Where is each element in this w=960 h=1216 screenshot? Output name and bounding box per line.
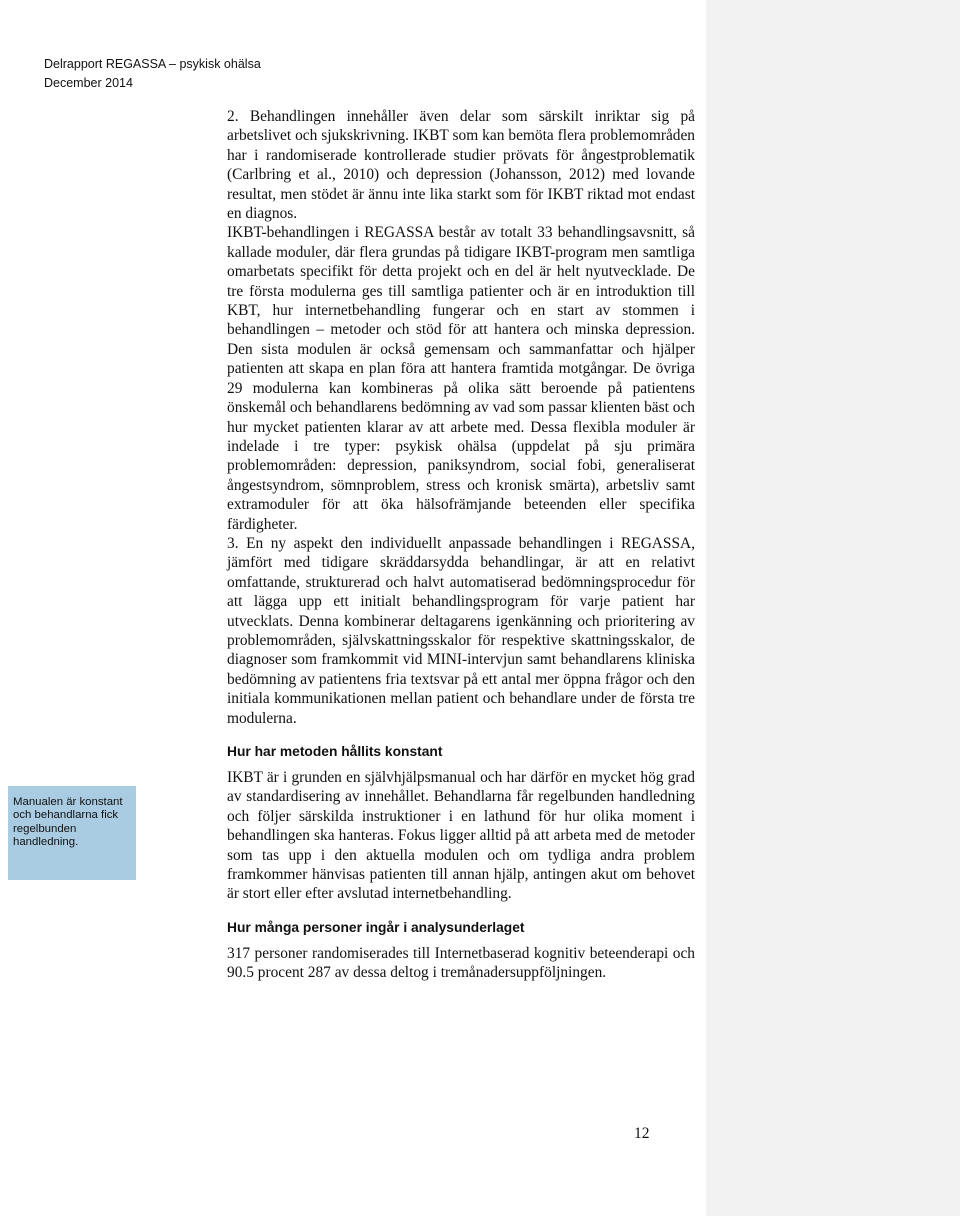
paragraph-konstant: IKBT är i grunden en självhjälpsmanual och har därför en mycket hög grad av standardisering av innehållet. Behandlarna får regelbunden handledning och följer särskilda instruktioner i en lathund för hur olika moment i behandlingen ska hanteras. Fokus ligger alltid på att arbeta med de metoder som tas upp i den aktuella modulen och om tydliga andra problem framkommer hänvisas patienten till annan hjälp, antingen akut om behovet är stort eller efter avslutad internetbehandling. bbox=[227, 769, 695, 903]
header-title: Delrapport REGASSA – psykisk ohälsa bbox=[44, 57, 261, 71]
page-number: 12 bbox=[634, 1125, 650, 1142]
header-date: December 2014 bbox=[44, 76, 133, 90]
right-margin-panel bbox=[706, 0, 960, 1216]
section-heading-konstant: Hur har metoden hållits konstant bbox=[227, 744, 443, 759]
section-heading-personer: Hur många personer ingår i analysunderlaget bbox=[227, 919, 525, 935]
body-text bbox=[227, 107, 695, 983]
page-header bbox=[44, 55, 261, 93]
paragraph-2: 2. Behandlingen innehåller även delar som särskilt inriktar sig på arbetslivet och sjukskrivning. IKBT som kan bemöta flera problemområden har i randomiserade kontrollerade studier prövats för ångestproblematik (Carlbring et al., 2010) och depression (Johansson, 2012) med lovande resultat, men stödet är ännu inte lika starkt som för IKBT riktad mot endast en diagnos. bbox=[227, 108, 695, 223]
sidebar-note: Manualen är konstant och behandlarna fick regelbunden handledning. bbox=[8, 786, 136, 880]
paragraph-3: 3. En ny aspekt den individuellt anpassade behandlingen i REGASSA, jämfört med tidigare skräddarsydda behandlingar, är att en relativt omfattande, strukturerad och halvt automatiserad bedömningsprocedur för att lägga upp ett initialt behandlingsprogram för varje patient har utvecklats. Denna kombinerar deltagarens igenkänning och prioritering av problemområden, självskattningsskalor för respektive skattningsskalor, de diagnoser som framkommit vid MINI-intervjun samt behandlarens kliniska bedömning av patientens fria textsvar på ett antal mer öppna frågor och den initiala kommunikationen mellan patient och behandlare under de första tre modulerna. bbox=[227, 534, 695, 727]
paragraph-personer: 317 personer randomiserades till Internetbaserad kognitiv beteenderapi och 90.5 procent 287 av dessa deltog i tremånadersuppföljningen. bbox=[227, 944, 695, 982]
paragraph-ikbt: IKBT-behandlingen i REGASSA består av totalt 33 behandlingsavsnitt, så kallade moduler, där flera grundas på tidigare IKBT-program men samtliga omarbetats specifikt för detta projekt och en del är helt nyutvecklade. De tre första modulerna ges till samtliga patienter och är en introduktion till KBT, hur internetbehandling fungerar och en start av stommen i behandlingen – metoder och stöd för att hantera och minska depression. Den sista modulen är också gemensam och sammanfattar och hjälper patienten att skapa en plan föra att hantera framtida motgångar. De övriga 29 modulerna kan kombineras på olika sätt beroende på patientens önskemål och behandlarens bedömning av vad som passar klienten bäst och hur mycket patienten klarar av att arbete med. Dessa flexibla moduler är indelade i tre typer: psykisk ohälsa (uppdelat på sju primära problemområden: depression, paniksyndrom, social fobi, generaliserat ångestsyndrom, sömnproblem, stress och kronisk smärta), arbetsliv samt extramoduler för att öka hälsofrämjande beteenden eller specifika färdigheter. bbox=[227, 224, 695, 533]
